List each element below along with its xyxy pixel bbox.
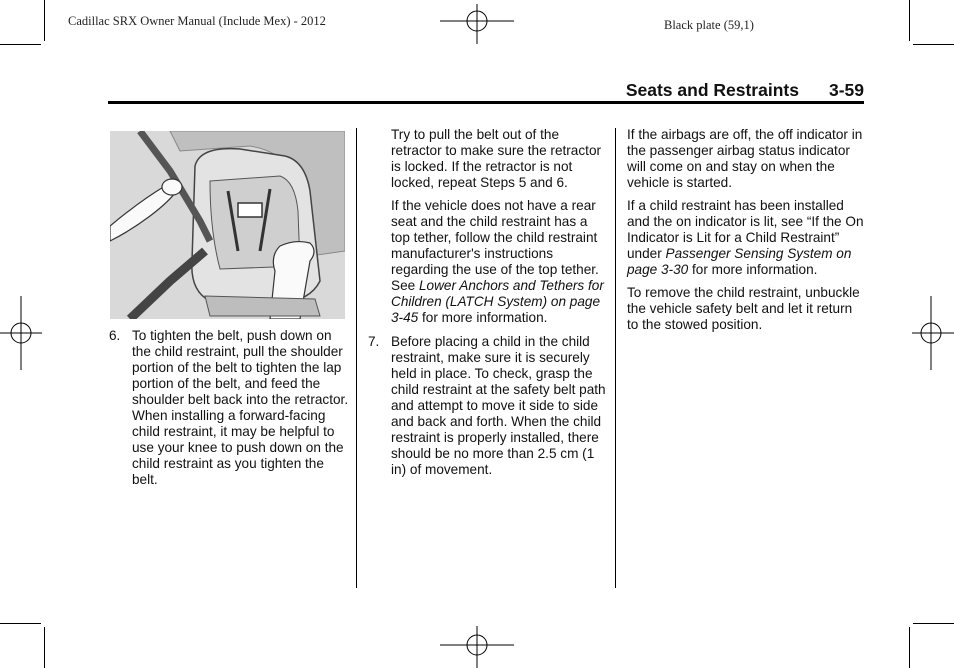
paragraph: Try to pull the belt out of the retractor to make sure the retractor is locked. If the retractor is not locked, repeat Steps 5 and 6. — [391, 127, 602, 190]
step-number: 7. — [368, 334, 380, 349]
plate-label: Black plate (59,1) — [664, 18, 754, 32]
page-number: 3-59 — [828, 80, 864, 100]
registration-mark-icon — [912, 296, 954, 370]
step-number: 6. — [109, 328, 121, 343]
column-2 — [368, 127, 608, 485]
cross-reference: Passenger Sensing System on page 3-30 — [627, 246, 852, 277]
registration-mark-icon — [440, 626, 514, 668]
child-seat-illustration — [110, 131, 345, 319]
column-1 — [109, 328, 349, 495]
crop-mark — [44, 0, 45, 41]
section-title: Seats and Restraints — [625, 80, 799, 100]
paragraph: If the airbags are off, the off indicator in the passenger airbag status indicator will come on and stay on when the vehicle is started. — [627, 127, 863, 190]
column-divider — [615, 128, 616, 588]
column-3 — [627, 127, 865, 340]
cross-reference: Lower Anchors and Tethers for Children (LATCH System) on page 3-45 — [391, 278, 604, 325]
step-text: To tighten the belt, push down on the child restraint, pull the shoulder portion of the belt to tighten the lap portion of the belt, and feed the shoulder belt back into the retractor. When installing a forward-facing child restraint, it may be helpful to use your knee to push down on the child restraint as you tighten the belt. — [132, 328, 349, 487]
paragraph: To remove the child restraint, unbuckle the vehicle safety belt and let it return to the stowed position. — [627, 285, 860, 332]
registration-mark-icon — [440, 4, 514, 44]
header-rule — [108, 101, 864, 104]
text-span: for more information. — [688, 262, 818, 277]
crop-mark — [913, 623, 954, 624]
crop-mark — [44, 627, 45, 668]
section-header — [108, 80, 864, 101]
text-span: If the vehicle does not have a rear seat and the child restraint has a top tether, follow the child restraint manufacturer's instructions regarding the use of the top tether. See — [391, 198, 599, 293]
crop-mark — [913, 44, 954, 45]
text-span: for more information. — [418, 310, 548, 325]
registration-mark-icon — [0, 296, 42, 370]
crop-mark — [0, 623, 41, 624]
manual-title: Cadillac SRX Owner Manual (Include Mex) - 2012 — [68, 14, 326, 28]
step-text: Before placing a child in the child restraint, make sure it is securely held in place. To check, grasp the child restraint at the safety belt path and attempt to move it side to side and back and forth. When the child restraint is properly installed, there should be no more than 2.5 cm (1 in) of movement. — [391, 334, 606, 477]
crop-mark — [909, 627, 910, 668]
column-divider — [356, 128, 357, 588]
crop-mark — [0, 44, 41, 45]
paragraph — [391, 198, 608, 326]
step-7 — [368, 334, 608, 478]
crop-mark — [909, 0, 910, 41]
step-6 — [109, 328, 349, 488]
text-span: If a child restraint has been installed and the on indicator is lit, see “If the On Indicator is Lit for a Child Restraint” under — [627, 198, 864, 261]
paragraph — [627, 198, 865, 278]
